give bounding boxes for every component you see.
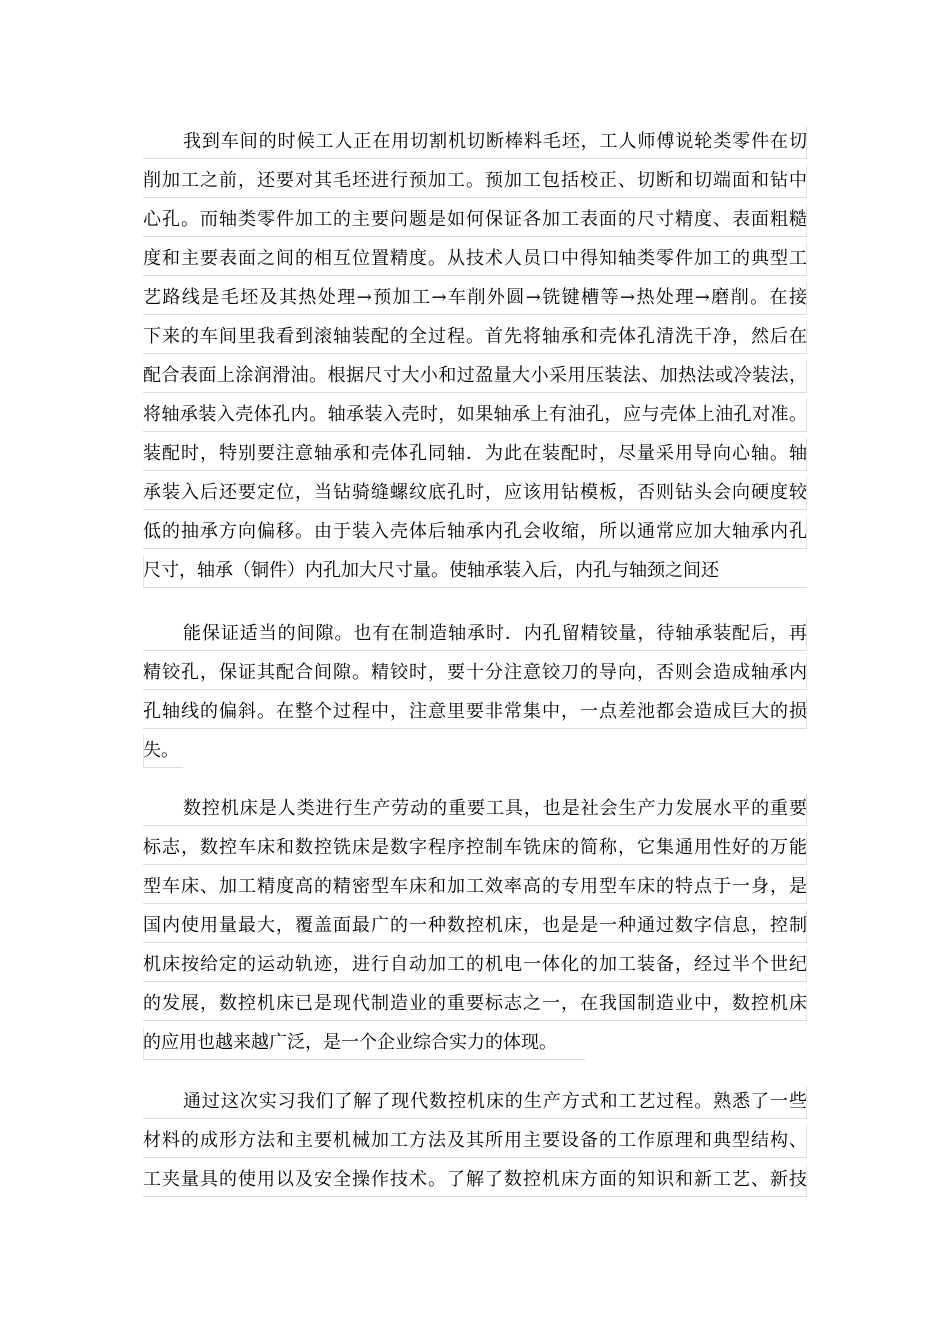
text-line: 将轴承装入壳体孔内。轴承装入壳时，如果轴承上有油孔，应与壳体上油孔对准。 bbox=[143, 395, 807, 434]
text-line: 的发展，数控机床已是现代制造业的重要标志之一，在我国制造业中，数控机床 bbox=[143, 984, 807, 1023]
text-line: 度和主要表面之间的相互位置精度。从技术人员口中得知轴类零件加工的典型工 bbox=[143, 239, 807, 278]
text-line: 精铰孔，保证其配合间隙。精铰时，要十分注意铰刀的导向，否则会造成轴承内 bbox=[143, 653, 807, 692]
text-line: 装配时，特别要注意轴承和壳体孔同轴．为此在装配时，尽量采用导向心轴。轴 bbox=[143, 434, 807, 473]
text-line: 型车床、加工精度高的精密型车床和加工效率高的专用型车床的特点于一身，是 bbox=[143, 867, 807, 906]
text-line: 艺路线是毛坯及其热处理→预加工→车削外圆→铣键槽等→热处理→磨削。在接 bbox=[143, 278, 807, 317]
text-line: 标志，数控车床和数控铣床是数字程序控制车铣床的简称，它集通用性好的万能 bbox=[143, 828, 807, 867]
text-line: 孔轴线的偏斜。在整个过程中，注意里要非常集中，一点差池都会造成巨大的损 bbox=[143, 692, 807, 731]
text-line: 尺寸，轴承（铜件）内孔加大尺寸量。使轴承装入后，内孔与轴颈之间还 bbox=[143, 551, 807, 590]
text-line: 我到车间的时候工人正在用切割机切断棒料毛坯，工人师傅说轮类零件在切 bbox=[143, 122, 807, 161]
paragraph-cnc-machine bbox=[143, 789, 807, 1062]
paragraph-internship-summary bbox=[143, 1082, 807, 1199]
text-line: 数控机床是人类进行生产劳动的重要工具，也是社会生产力发展水平的重要 bbox=[143, 789, 807, 828]
text-line: 的应用也越来越广泛，是一个企业综合实力的体现。 bbox=[143, 1023, 585, 1062]
text-line: 通过这次实习我们了解了现代数控机床的生产方式和工艺过程。熟悉了一些 bbox=[143, 1082, 807, 1121]
text-line: 机床按给定的运动轨迹，进行自动加工的机电一体化的加工装备，经过半个世纪 bbox=[143, 945, 807, 984]
text-line: 失。 bbox=[143, 731, 183, 770]
text-line: 工夹量具的使用以及安全操作技术。了解了数控机床方面的知识和新工艺、新技 bbox=[143, 1160, 807, 1199]
text-line: 国内使用量最大，覆盖面最广的一种数控机床，也是是一种通过数字信息，控制 bbox=[143, 906, 807, 945]
text-line: 承装入后还要定位，当钻骑缝螺纹底孔时，应该用钻模板，否则钻头会向硬度较 bbox=[143, 473, 807, 512]
text-line: 下来的车间里我看到滚轴装配的全过程。首先将轴承和壳体孔清洗干净，然后在 bbox=[143, 317, 807, 356]
text-line: 低的抽承方向偏移。由于装入壳体后轴承内孔会收缩，所以通常应加大轴承内孔 bbox=[143, 512, 807, 551]
text-line: 削加工之前，还要对其毛坯进行预加工。预加工包括校正、切断和切端面和钻中 bbox=[143, 161, 807, 200]
text-line: 心孔。而轴类零件加工的主要问题是如何保证各加工表面的尺寸精度、表面粗糙 bbox=[143, 200, 807, 239]
paragraph-bearing-reaming bbox=[143, 614, 807, 770]
text-line: 能保证适当的间隙。也有在制造轴承时．内孔留精铰量，待轴承装配后，再 bbox=[143, 614, 807, 653]
text-line: 配合表面上涂润滑油。根据尺寸大小和过盈量大小采用压装法、加热法或冷装法， bbox=[143, 356, 807, 395]
paragraph-bearing-assembly bbox=[143, 122, 807, 590]
text-line: 材料的成形方法和主要机械加工方法及其所用主要设备的工作原理和典型结构、 bbox=[143, 1121, 807, 1160]
